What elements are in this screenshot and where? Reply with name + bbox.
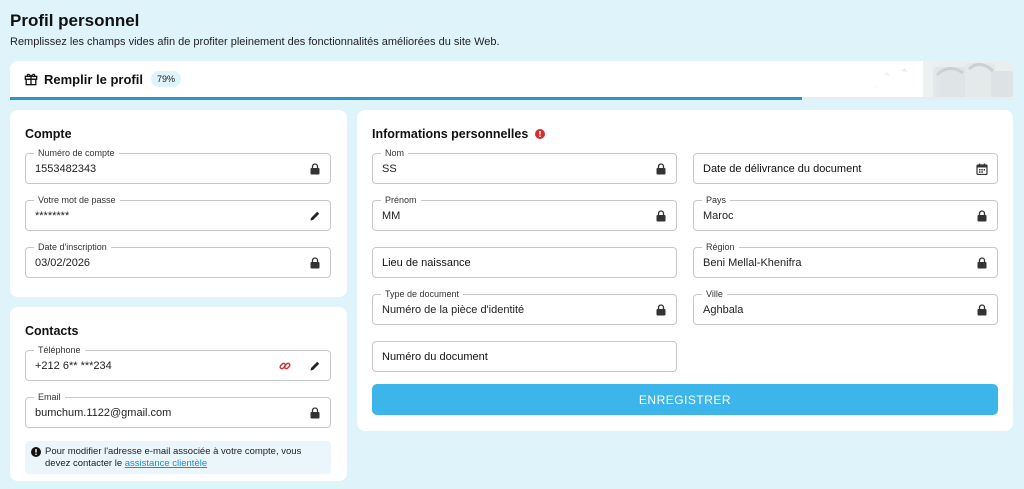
signup-date-field bbox=[25, 242, 331, 278]
region-label: Région bbox=[702, 241, 739, 253]
lock-icon bbox=[309, 163, 321, 175]
save-button[interactable]: ENREGISTRER bbox=[372, 384, 998, 415]
alert-icon bbox=[535, 129, 545, 139]
document-type-value: Numéro de la pièce d'identité bbox=[382, 304, 525, 316]
phone-field[interactable] bbox=[25, 345, 331, 381]
gift-icon bbox=[24, 72, 38, 86]
country-field bbox=[693, 195, 998, 231]
password-value: ******** bbox=[35, 210, 70, 222]
customer-support-link[interactable]: assistance clientèle bbox=[124, 458, 208, 469]
account-number-label: Numéro de compte bbox=[34, 147, 119, 159]
phone-label: Téléphone bbox=[34, 344, 85, 356]
page-title: Profil personnel bbox=[10, 11, 140, 30]
email-change-notice bbox=[25, 441, 331, 474]
lock-icon bbox=[655, 210, 667, 222]
calendar-icon[interactable] bbox=[976, 163, 988, 175]
country-value: Maroc bbox=[703, 210, 734, 222]
city-label: Ville bbox=[702, 288, 727, 300]
link-icon[interactable] bbox=[279, 360, 291, 372]
document-type-label: Type de document bbox=[381, 288, 463, 300]
signup-date-value: 03/02/2026 bbox=[35, 257, 91, 269]
gift-boxes-illustration bbox=[853, 61, 1013, 100]
progress-bar-track bbox=[10, 97, 1013, 100]
contacts-card-title: Contacts bbox=[25, 324, 79, 338]
phone-value: +212 6** ***234 bbox=[35, 360, 112, 372]
first-name-field bbox=[372, 195, 677, 231]
account-number-field bbox=[25, 148, 331, 184]
signup-date-label: Date d'inscription bbox=[34, 241, 111, 253]
contacts-card bbox=[10, 307, 347, 481]
notice-text bbox=[45, 446, 325, 470]
account-card-title: Compte bbox=[25, 127, 72, 141]
account-number-value: 1553482343 bbox=[35, 163, 97, 175]
issue-date-placeholder: Date de délivrance du document bbox=[703, 163, 862, 175]
pencil-icon[interactable] bbox=[309, 210, 321, 222]
country-label: Pays bbox=[702, 194, 730, 206]
lock-icon bbox=[309, 257, 321, 269]
first-name-value: MM bbox=[382, 210, 401, 222]
last-name-value: SS bbox=[382, 163, 397, 175]
lock-icon bbox=[976, 304, 988, 316]
account-card bbox=[10, 110, 347, 297]
document-number-placeholder: Numéro du document bbox=[382, 351, 488, 363]
personal-info-card-title bbox=[372, 127, 545, 141]
password-label: Votre mot de passe bbox=[34, 194, 120, 206]
personal-info-title: Informations personnelles bbox=[372, 127, 529, 141]
lock-icon bbox=[655, 163, 667, 175]
document-type-field bbox=[372, 289, 677, 325]
birthplace-placeholder: Lieu de naissance bbox=[382, 257, 471, 269]
profile-progress-header bbox=[24, 71, 181, 87]
personal-info-card bbox=[357, 110, 1013, 431]
first-name-label: Prénom bbox=[381, 194, 421, 206]
progress-label: Remplir le profil bbox=[44, 71, 143, 87]
city-value: Aghbala bbox=[703, 304, 744, 316]
lock-icon bbox=[309, 407, 321, 419]
lock-icon bbox=[655, 304, 667, 316]
email-field bbox=[25, 392, 331, 428]
city-field bbox=[693, 289, 998, 325]
region-field bbox=[693, 242, 998, 278]
page-subtitle: Remplissez les champs vides afin de profiter pleinement des fonctionnalités améliorées du site Web. bbox=[10, 36, 500, 48]
region-value: Beni Mellal-Khenifra bbox=[703, 257, 802, 269]
notice-message: Pour modifier l'adresse e-mail associée à votre compte, vous devez contacter le bbox=[45, 446, 302, 469]
progress-bar-fill bbox=[10, 97, 802, 100]
email-value: bumchum.1122@gmail.com bbox=[35, 407, 172, 419]
email-label: Email bbox=[34, 391, 65, 403]
lock-icon bbox=[976, 257, 988, 269]
birthplace-input[interactable] bbox=[372, 247, 677, 278]
lock-icon bbox=[976, 210, 988, 222]
pencil-icon[interactable] bbox=[309, 360, 321, 372]
issue-date-input[interactable] bbox=[693, 153, 998, 184]
document-number-input[interactable] bbox=[372, 341, 677, 372]
last-name-label: Nom bbox=[381, 147, 408, 159]
profile-progress-card bbox=[10, 61, 1013, 100]
progress-percent-badge: 79% bbox=[151, 71, 181, 87]
last-name-field bbox=[372, 148, 677, 184]
info-icon bbox=[31, 447, 41, 457]
password-field[interactable] bbox=[25, 195, 331, 231]
